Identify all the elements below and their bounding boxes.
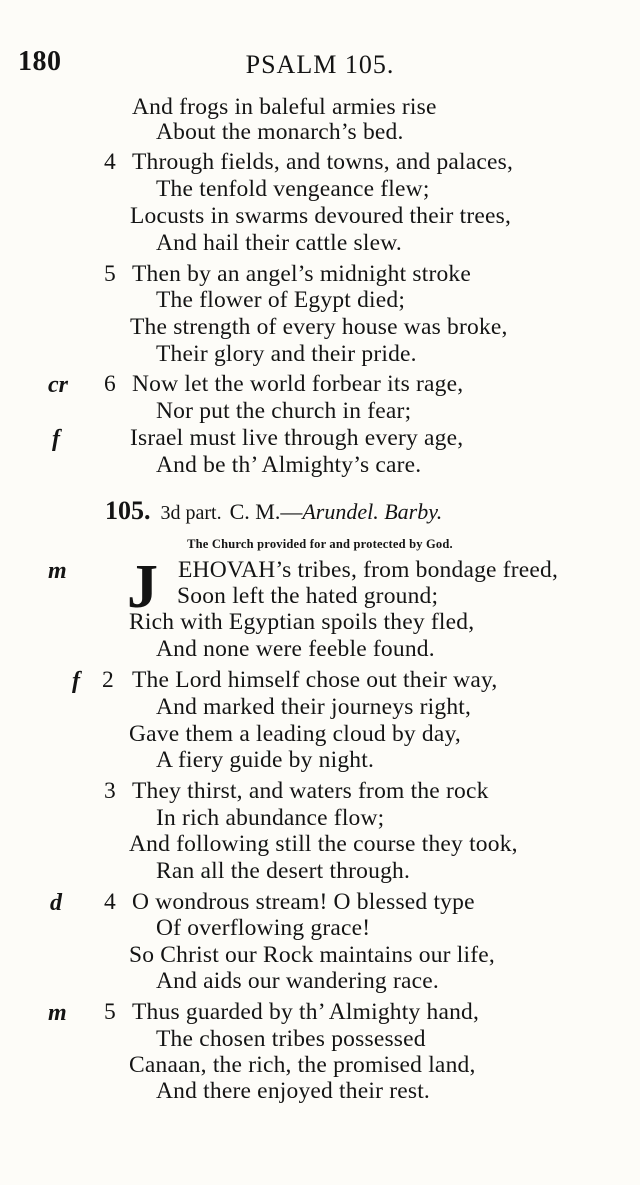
verse-line: Locusts in swarms devoured their trees, — [130, 203, 512, 229]
verse-line: They thirst, and waters from the rock — [132, 778, 489, 804]
verse-line: O wondrous stream! O blessed type — [132, 889, 475, 915]
verse-number: 6 — [104, 371, 116, 397]
dynamic-marking: f — [72, 668, 80, 694]
verse-line: And aids our wandering race. — [156, 968, 439, 994]
verse-line: Their glory and their pride. — [156, 341, 417, 367]
verse-line: Of overflowing grace! — [156, 915, 371, 941]
verse-line: About the monarch’s bed. — [156, 119, 404, 145]
verse-line: So Christ our Rock maintains our life, — [129, 942, 495, 968]
verse-line: And frogs in baleful armies rise — [132, 94, 437, 120]
hymn-number: 105. — [105, 496, 151, 525]
hymn-heading — [105, 498, 442, 524]
verse-number: 2 — [102, 667, 114, 693]
verse-line: Now let the world forbear its rage, — [132, 371, 464, 397]
verse-line: And marked their journeys right, — [156, 694, 472, 720]
verse-line: Nor put the church in fear; — [156, 398, 412, 424]
verse-line: And there enjoyed their rest. — [156, 1078, 430, 1104]
verse-line: The Lord himself chose out their way, — [132, 667, 498, 693]
verse-number: 4 — [104, 889, 116, 915]
verse-line: Israel must live through every age, — [130, 425, 464, 451]
verse-line: And be th’ Almighty’s care. — [156, 452, 422, 478]
dynamic-marking: f — [52, 426, 60, 452]
verse-line: In rich abundance flow; — [156, 805, 385, 831]
verse-line: Ran all the desert through. — [156, 858, 411, 884]
running-head: PSALM 105. — [245, 50, 395, 79]
page-number: 180 — [18, 46, 62, 77]
verse-line: And none were feeble found. — [156, 636, 435, 662]
verse-line: Soon left the hated ground; — [177, 583, 439, 609]
verse-line: The strength of every house was broke, — [130, 314, 508, 340]
verse-line: And following still the course they took, — [129, 831, 518, 857]
verse-line: Rich with Egyptian spoils they fled, — [129, 609, 475, 635]
hymn-tunes: Arundel. Barby. — [302, 499, 443, 524]
verse-line: EHOVAH’s tribes, from bondage freed, — [178, 557, 559, 583]
verse-number: 5 — [104, 999, 116, 1025]
drop-cap: J — [127, 553, 158, 621]
verse-line: Then by an angel’s midnight stroke — [132, 261, 472, 287]
hymn-subtitle: The Church provided for and protected by God. — [187, 537, 453, 551]
verse-number: 4 — [104, 149, 116, 175]
dynamic-marking: cr — [48, 372, 68, 398]
verse-number: 5 — [104, 261, 116, 287]
verse-line: A fiery guide by night. — [156, 747, 375, 773]
dynamic-marking: m — [48, 1000, 67, 1026]
verse-line: Through fields, and towns, and palaces, — [132, 149, 514, 175]
verse-line: Gave them a leading cloud by day, — [129, 721, 462, 747]
verse-line: Canaan, the rich, the promised land, — [129, 1052, 476, 1078]
verse-line: The chosen tribes possessed — [156, 1026, 426, 1052]
hymn-part: 3d part. — [160, 502, 222, 524]
verse-number: 3 — [104, 778, 116, 804]
dynamic-marking: d — [50, 890, 62, 916]
verse-line: And hail their cattle slew. — [156, 230, 402, 256]
verse-line: The tenfold vengeance flew; — [156, 176, 430, 202]
verse-line: Thus guarded by th’ Almighty hand, — [132, 999, 480, 1025]
dynamic-marking: m — [48, 558, 67, 584]
verse-line: The flower of Egypt died; — [156, 287, 406, 313]
hymn-meter: C. M.— — [229, 499, 303, 524]
